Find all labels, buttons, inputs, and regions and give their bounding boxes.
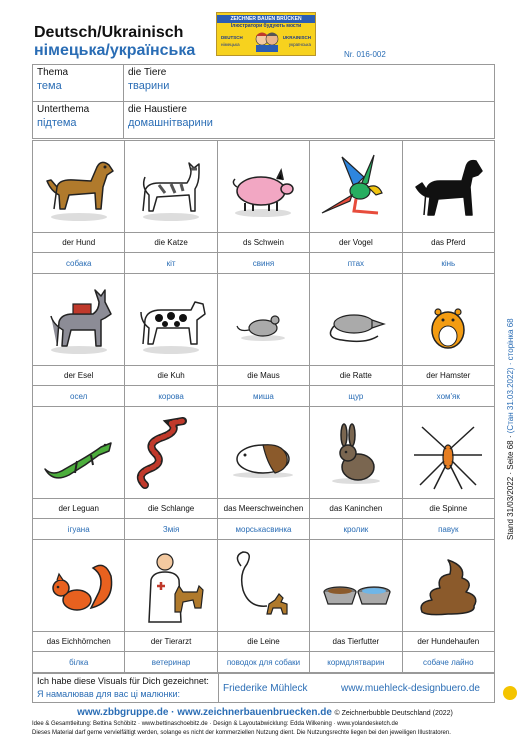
rat-icon [316,280,396,360]
thema-value-cell [124,65,495,102]
word-de: das Eichhörnchen [33,632,125,652]
topic-table [32,64,495,139]
image-cell [310,141,402,233]
word-ua: поводок для собаки [217,652,309,673]
license-note: Dieses Material darf gerne vervielfältigt werden, solange es nicht der kommerziellen Nutzung dient. Die Nutzungsrechte liegen bei den jeweiligen Illustratoren. [32,730,451,736]
image-cell [310,540,402,632]
cow-icon [131,280,211,360]
pet-food-icon [316,546,396,626]
zeichner-bauen-bruecken-logo [216,12,316,56]
word-de: der Vogel [310,233,402,253]
image-cell [217,274,309,366]
dog-poop-icon [408,546,488,626]
unterthema-label-cell [33,102,124,139]
spider-icon [408,413,488,493]
image-cell [402,540,494,632]
word-de: der Hundehaufen [402,632,494,652]
word-ua: павук [402,519,494,540]
word-ua: білка [33,652,125,673]
credits: Idee & Gesamtleitung: Bettina Schöbitz · www.bettinaschoebitz.de · Design & Layoutabwicklung: Edda Wilkening · www.yolandesketch.de [32,721,399,727]
image-cell [125,141,217,233]
word-de: das Meerschweinchen [217,499,309,519]
unterthema-value-cell [124,102,495,139]
parrot-icon [316,147,396,227]
thema-value-ua: тварини [128,80,170,92]
word-ua: собака [33,253,125,274]
word-ua: птах [310,253,402,274]
divider [218,674,219,702]
word-de: der Leguan [33,499,125,519]
word-ua: Змія [125,519,217,540]
word-de: die Kuh [125,366,217,386]
image-cell [33,141,125,233]
logo-right-2: українська [288,42,311,47]
artist-url-link[interactable]: www.muehleck-designbuero.de [341,683,480,694]
thema-label-ua: тема [37,80,62,92]
unterthema-value-de: die Haustiere [128,104,187,115]
side-stamp [506,318,515,540]
sheet-number: Nr. 016-002 [344,50,386,59]
artist-credit-box [32,673,495,703]
vocabulary-grid [32,140,495,673]
word-ua: собаче лайно [402,652,494,673]
zeichnerbauenbruecken-link[interactable]: www.zeichnerbauenbruecken.de [177,707,332,718]
word-de: der Tierarzt [125,632,217,652]
image-cell [217,407,309,499]
word-ua: миша [217,386,309,407]
word-ua: кролик [310,519,402,540]
word-ua: осел [33,386,125,407]
footer-links [0,707,530,718]
word-de: die Ratte [310,366,402,386]
word-ua: свиня [217,253,309,274]
word-ua: кормдлятварин [310,652,402,673]
artist-name: Friederike Mühleck [223,683,308,694]
word-ua: корова [125,386,217,407]
unterthema-value-ua: домашнітварини [128,117,213,129]
leash-icon [223,546,303,626]
vet-icon [131,546,211,626]
copyright: © Zeichnerbubble Deutschland (2022) [334,710,453,717]
image-cell [33,274,125,366]
logo-left-2: німецька [221,42,240,47]
side-stamp-ua: (Стан 31.03.2022) · сторінка 68 [506,318,515,434]
side-stamp-de: Stand 31/03/2022 · Seite 68 · [506,435,515,540]
word-ua: ветеринар [125,652,217,673]
image-cell [33,407,125,499]
word-ua: ігуана [33,519,125,540]
image-cell [310,274,402,366]
word-de: das Tierfutter [310,632,402,652]
word-de: das Kaninchen [310,499,402,519]
thema-value-de: die Tiere [128,67,167,78]
image-cell [402,141,494,233]
word-de: der Hund [33,233,125,253]
yellow-dot [503,686,517,700]
cat-icon [131,147,211,227]
dog-icon [39,147,119,227]
image-cell [125,274,217,366]
unterthema-label-ua: підтема [37,117,77,129]
guinea-pig-icon [223,413,303,493]
thema-label-de: Thema [37,67,69,78]
logo-left-1: DEUTSCH [221,35,243,40]
drawn-by-de: Ich habe diese Visuals für Dich gezeichnet: [37,676,209,686]
logo-line-1: ZEICHNER BAUEN BRÜCKEN [217,15,315,23]
logo-faces-icon [253,30,281,52]
thema-label-cell [33,65,124,102]
unterthema-label-de: Unterthema [37,104,90,115]
logo-right-1: UKRAINISCH [282,35,311,40]
word-de: das Pferd [402,233,494,253]
word-ua: хом'як [402,386,494,407]
hamster-icon [408,280,488,360]
iguana-icon [39,413,119,493]
logo-line-2: Ілюстратори будують мости [230,23,302,29]
mouse-icon [223,280,303,360]
word-de: die Katze [125,233,217,253]
title-ua: німецька/українська [34,42,196,59]
pig-icon [223,147,303,227]
image-cell [217,141,309,233]
horse-icon [408,147,488,227]
image-cell [217,540,309,632]
snake-icon [131,413,211,493]
image-cell [310,407,402,499]
image-cell [33,540,125,632]
word-de: ds Schwein [217,233,309,253]
links-separator: · [168,707,178,718]
zbbgruppe-link[interactable]: www.zbbgruppe.de [77,707,169,718]
word-de: die Maus [217,366,309,386]
word-ua: морськасвинка [217,519,309,540]
word-ua: кіт [125,253,217,274]
squirrel-icon [39,546,119,626]
rabbit-icon [316,413,396,493]
word-de: die Schlange [125,499,217,519]
image-cell [402,407,494,499]
word-de: die Spinne [402,499,494,519]
word-ua: кінь [402,253,494,274]
word-de: der Esel [33,366,125,386]
word-ua: щур [310,386,402,407]
drawn-by-ua: Я намалював для вас ці малюнки: [37,689,180,699]
word-de: die Leine [217,632,309,652]
title-de: Deutsch/Ukrainisch [34,24,184,41]
word-de: der Hamster [402,366,494,386]
donkey-icon [39,280,119,360]
image-cell [125,407,217,499]
image-cell [125,540,217,632]
image-cell [402,274,494,366]
